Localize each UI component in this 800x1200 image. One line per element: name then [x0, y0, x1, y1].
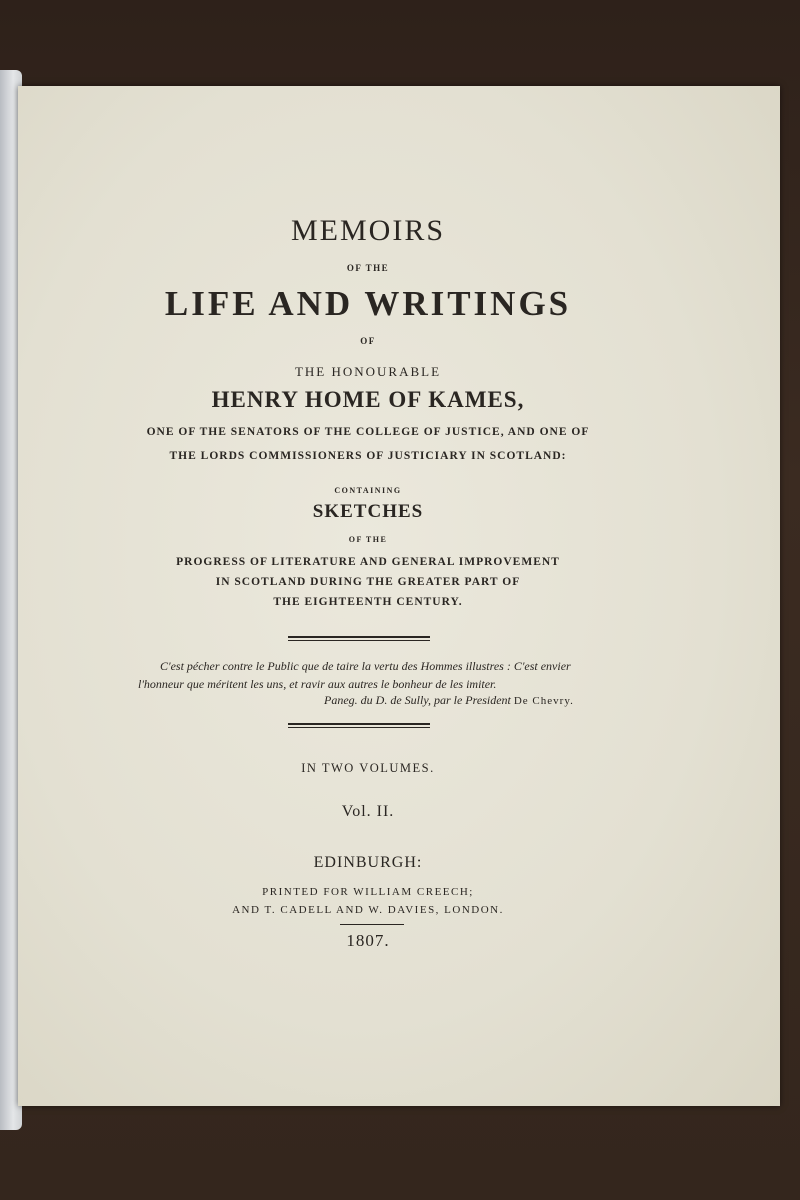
of-line: OF — [360, 336, 376, 346]
year-rule — [340, 924, 404, 925]
subject-name: HENRY HOME OF KAMES, — [211, 387, 525, 412]
position-line-1: ONE OF THE SENATORS OF THE COLLEGE OF JUSTICE, AND ONE OF — [146, 426, 590, 438]
title-life-and-writings: LIFE AND WRITINGS — [164, 284, 572, 323]
epigraph-attribution — [324, 693, 794, 708]
volume-number: Vol. II. — [341, 803, 395, 820]
title-memoirs: MEMOIRS — [290, 214, 446, 247]
containing-line: CONTAINING — [334, 486, 402, 495]
honourable-line: THE HONOURABLE — [294, 364, 442, 379]
double-rule-top — [288, 636, 430, 641]
sketches-heading: SKETCHES — [312, 501, 424, 522]
printer-line-2: AND T. CADELL AND W. DAVIES, LONDON. — [232, 904, 504, 916]
epigraph-author: De Chevry. — [513, 695, 574, 707]
title-page — [18, 86, 780, 1106]
publication-year: 1807. — [346, 931, 390, 950]
epigraph-line-1: C'est pécher contre le Public que de taire la vertu des Hommes illustres : C'est envier — [160, 659, 571, 673]
epigraph-source: Paneg. du D. de Sully, par le President — [324, 693, 511, 707]
epigraph-line-2: l'honneur que méritent les uns, et ravir aux autres le bonheur de les imiter. — [138, 677, 497, 691]
progress-line-2: IN SCOTLAND DURING THE GREATER PART OF — [215, 576, 521, 588]
printer-line-1: PRINTED FOR WILLIAM CREECH; — [262, 886, 474, 898]
position-line-2: THE LORDS COMMISSIONERS OF JUSTICIARY IN SCOTLAND: — [169, 450, 567, 462]
volumes-line: IN TWO VOLUMES. — [301, 761, 435, 775]
double-rule-bottom — [288, 723, 430, 728]
imprint-city: EDINBURGH: — [313, 854, 423, 871]
progress-line-1: PROGRESS OF LITERATURE AND GENERAL IMPROVEMENT — [176, 556, 560, 568]
progress-line-3: THE EIGHTEENTH CENTURY. — [273, 596, 463, 608]
of-the-line: OF THE — [346, 263, 390, 273]
of-the-line-2: OF THE — [348, 535, 388, 544]
